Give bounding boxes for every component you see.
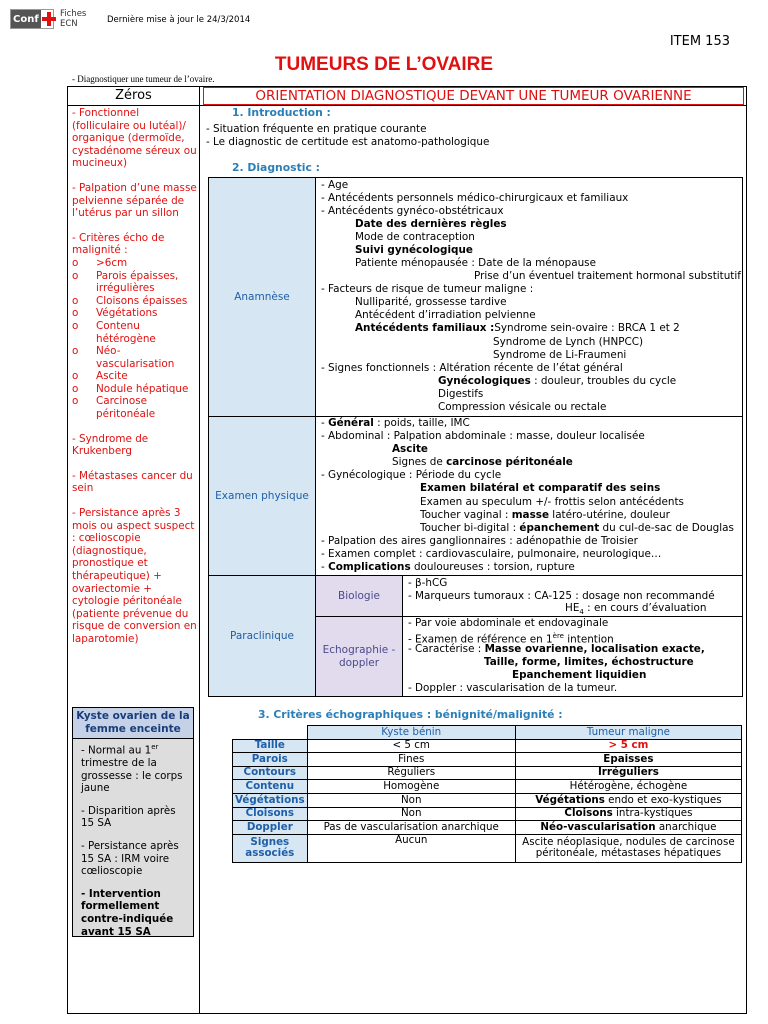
- criteria-row: [233, 780, 742, 794]
- text: Toucher vaginal :: [420, 509, 512, 521]
- zeros-heading: Zéros: [115, 88, 152, 103]
- section-criteres: 3. Critères échographiques : bénignité/malignité :: [258, 708, 563, 721]
- zeros-bullet: o >6cm: [72, 256, 128, 269]
- criteria-row: [233, 807, 742, 821]
- examen-line: [392, 456, 573, 469]
- criteria-label: Taille: [233, 739, 308, 753]
- criteria-label: Contenu: [233, 780, 308, 794]
- echo-line: Epanchement liquidien: [512, 669, 647, 681]
- anamnese-line: Date des dernières règles: [355, 218, 507, 230]
- benin-value: Aucun: [307, 834, 515, 862]
- examen-line: - Examen complet : cardiovasculaire, pulmonaire, neurologique…: [321, 548, 662, 560]
- criteria-row: [233, 766, 742, 780]
- anamnese-line: [355, 322, 680, 335]
- pregnancy-cyst-item: - Disparition après 15 SA: [81, 804, 176, 830]
- bullet-text: Végétations: [96, 307, 158, 320]
- benin-value: Non: [307, 807, 515, 821]
- anamnese-line: - Facteurs de risque de tumeur maligne :: [321, 283, 534, 295]
- orientation-heading: ORIENTATION DIAGNOSTIQUE DEVANT UNE TUMEUR OVARIENNE: [203, 87, 744, 105]
- biologie-line: - Marqueurs tumoraux : CA-125 : dosage non recommandé: [408, 590, 715, 602]
- logo-subtitle: [60, 9, 86, 29]
- zeros-list: [72, 107, 198, 646]
- zeros-item: - Palpation d’une masse pelvienne séparée de l’utérus par un sillon: [72, 181, 197, 220]
- examen-line: [420, 509, 670, 522]
- column-divider: [199, 86, 200, 1014]
- subscript: 4: [579, 608, 584, 617]
- last-update: Dernière mise à jour le 24/3/2014: [107, 15, 251, 25]
- text: -: [321, 417, 329, 429]
- anamnese-line: Nulliparité, grossesse tardive: [355, 296, 507, 308]
- pregnancy-cyst-item: [73, 739, 193, 803]
- criteria-corner: [233, 726, 308, 740]
- text: Toucher bi-digital :: [420, 522, 520, 534]
- bold-text: Néo-vascularisation: [540, 820, 656, 833]
- text: latéro-utérine, douleur: [549, 509, 670, 521]
- text: - Normal au 1: [81, 744, 152, 757]
- text: trimestre de la grossesse : le corps jaune: [81, 757, 183, 795]
- criteria-label: Végétations: [233, 793, 308, 807]
- bold-text: Masse ovarienne, localisation exacte,: [484, 643, 705, 655]
- examen-line: [420, 522, 734, 535]
- zeros-item: - Critères écho de malignité :: [72, 231, 165, 257]
- examen-line: - Gynécologique : Période du cycle: [321, 469, 502, 481]
- bullet-text: Contenu hétérogène: [96, 319, 156, 345]
- zeros-item: - Métastases cancer du sein: [72, 469, 193, 495]
- echo-line: [408, 643, 705, 656]
- examen-line: Examen bilatéral et comparatif des seins: [420, 482, 661, 494]
- bold-text: Général: [328, 417, 374, 429]
- text: anarchique: [655, 820, 717, 833]
- pregnancy-cyst-item: - Persistance après 15 SA : IRM voire cœlioscopie: [81, 839, 179, 878]
- pregnancy-cyst-item: - Intervention formellement contre-indiquée avant 15 SA: [81, 887, 174, 938]
- examen-line: [321, 417, 470, 430]
- anamnese-line: Prise d’un éventuel traitement hormonal substitutif: [474, 270, 741, 282]
- examen-line: - Abdominal : Palpation abdominale : masse, douleur localisée: [321, 430, 645, 442]
- text: intra-kystiques: [612, 807, 693, 820]
- benin-value: Réguliers: [307, 766, 515, 780]
- anamnese-line: Antécédent d’irradiation pelvienne: [355, 309, 536, 321]
- zeros-item: - Syndrome de Krukenberg: [72, 432, 149, 458]
- criteria-row: [233, 793, 742, 807]
- text: Signes de: [392, 456, 447, 468]
- page-title: TUMEURS DE L’OVAIRE: [274, 54, 494, 75]
- pregnancy-cyst-box: [72, 707, 194, 937]
- text: : douleur, troubles du cycle: [530, 375, 677, 387]
- zeros-bullet: o Nodule hépatique: [72, 382, 189, 395]
- bold-text: Complications: [328, 561, 411, 573]
- header-kyste-benin: Kyste bénin: [307, 726, 515, 740]
- bullet-text: Carcinose péritonéale: [96, 395, 156, 421]
- criteria-row: [233, 821, 742, 835]
- zeros-item: - Fonctionnel (folliculaire ou lutéal)/ organique (dermoïde, cystadénome séreux ou mucineux): [72, 107, 197, 170]
- text: du cul-de-sac de Douglas: [599, 522, 734, 534]
- bold-text: masse: [511, 509, 549, 521]
- header-tumeur-maligne: Tumeur maligne: [515, 726, 741, 740]
- malin-value: Hétérogène, échogène: [515, 780, 741, 794]
- text: Syndrome sein-ovaire : BRCA 1 et 2: [494, 322, 680, 334]
- zeros-item: - Persistance après 3 mois ou aspect suspect : cœlioscopie (diagnostique, pronostique et thérapeutique) + ovariectomie + cytologie péritonéale (patiente prévenue du risque de conversion en laparotomie): [72, 507, 197, 645]
- label-examen-physique: Examen physique: [208, 416, 316, 576]
- bullet-text: Nodule hépatique: [96, 382, 189, 395]
- benin-value: Fines: [307, 753, 515, 767]
- criteria-row: [233, 739, 742, 753]
- malin-value: [515, 821, 741, 835]
- logo-text: Conf: [11, 10, 41, 28]
- logo-sub-line: Fiches: [60, 9, 87, 19]
- benin-value: Non: [307, 793, 515, 807]
- anamnese-line: - Age: [321, 179, 349, 191]
- malin-value: Ascite néoplasique, nodules de carcinose péritonéale, métastases hépatiques: [515, 834, 741, 862]
- bullet-text: Néo-vascularisation: [96, 345, 175, 370]
- text: - Caractérise :: [408, 643, 485, 655]
- bullet-text: Cloisons épaisses: [96, 294, 188, 307]
- bold-text: carcinose péritonéale: [446, 456, 573, 468]
- bold-text: Antécédents familiaux :: [355, 322, 495, 334]
- criteria-label: Doppler: [233, 821, 308, 835]
- text: endo et exo-kystiques: [604, 793, 722, 806]
- examen-line: - Palpation des aires ganglionnaires : adénopathie de Troisier: [321, 535, 638, 547]
- criteria-header-row: [233, 726, 742, 740]
- malin-value: Epaisses: [515, 753, 741, 767]
- anamnese-line: - Antécédents personnels médico-chirurgicaux et familiaux: [321, 192, 629, 204]
- benin-value: Homogène: [307, 780, 515, 794]
- zeros-bullet: o Contenu hétérogène: [72, 320, 198, 345]
- item-number: ITEM 153: [669, 34, 730, 49]
- bold-text: Cloisons: [564, 807, 613, 820]
- bold-text: Végétations: [535, 793, 605, 806]
- label-echographie: Echographie -doppler: [315, 616, 403, 697]
- objective: - Diagnostiquer une tumeur de l’ovaire.: [72, 74, 215, 84]
- label-paraclinique: Paraclinique: [208, 575, 316, 697]
- text: - Examen de référence en 1: [408, 633, 553, 646]
- intro-line: - Le diagnostic de certitude est anatomo-pathologique: [206, 136, 490, 148]
- section-diagnostic: 2. Diagnostic :: [232, 161, 320, 174]
- zeros-bullet: o Cloisons épaisses: [72, 294, 188, 307]
- anamnese-line: Syndrome de Lynch (HNPCC): [493, 336, 644, 348]
- anamnese-line: - Antécédents gynéco-obstétricaux: [321, 205, 504, 217]
- zeros-bullet: o Carcinose péritonéale: [72, 395, 198, 420]
- zeros-bullet: o Végétations: [72, 307, 158, 320]
- zeros-bullet: o Néo-vascularisation: [72, 345, 198, 370]
- anamnese-line: [438, 375, 676, 388]
- echo-line: - Par voie abdominale et endovaginale: [408, 617, 609, 629]
- red-cross-icon: [42, 12, 53, 26]
- superscript: ère: [552, 632, 564, 640]
- anamnese-line: Mode de contraception: [355, 231, 475, 243]
- benin-value: < 5 cm: [307, 739, 515, 753]
- bullet-text: Ascite: [96, 370, 128, 383]
- label-biologie: Biologie: [315, 575, 403, 617]
- text: : en cours d’évaluation: [583, 602, 707, 614]
- zeros-bullet: o Ascite: [72, 370, 128, 383]
- text: douloureuses : torsion, rupture: [410, 561, 575, 573]
- intro-line: - Situation fréquente en pratique courante: [206, 123, 427, 135]
- examen-line: Ascite: [392, 443, 428, 455]
- anamnese-line: - Signes fonctionnels : Altération récente de l’état général: [321, 362, 623, 374]
- anamnese-line: Suivi gynécologique: [355, 244, 473, 256]
- anamnese-line: Compression vésicale ou rectale: [438, 401, 607, 413]
- echo-line: - Doppler : vascularisation de la tumeur.: [408, 682, 618, 694]
- echo-line: Taille, forme, limites, échostructure: [484, 656, 694, 668]
- examen-line: Examen au speculum +/- frottis selon antécédents: [420, 496, 684, 508]
- bold-text: épanchement: [519, 522, 600, 534]
- criteria-row: [233, 753, 742, 767]
- criteria-label: Signes associés: [233, 834, 308, 862]
- malin-value: [515, 793, 741, 807]
- logo: [10, 9, 54, 29]
- superscript: er: [151, 743, 159, 751]
- criteria-label: Parois: [233, 753, 308, 767]
- text: : poids, taille, IMC: [373, 417, 470, 429]
- logo-sub-line: ECN: [60, 19, 78, 29]
- label-anamnese: Anamnèse: [208, 177, 316, 417]
- header-divider: [67, 105, 747, 106]
- benin-value: Pas de vascularisation anarchique: [307, 821, 515, 835]
- bold-text: Gynécologiques: [438, 375, 531, 387]
- anamnese-line: Syndrome de Li-Fraumeni: [493, 349, 627, 361]
- malin-value: Irréguliers: [515, 766, 741, 780]
- biologie-line: - β-hCG: [408, 577, 448, 589]
- anamnese-line: Digestifs: [438, 388, 484, 400]
- malin-value: > 5 cm: [515, 739, 741, 753]
- criteria-label: Cloisons: [233, 807, 308, 821]
- criteria-label: Contours: [233, 766, 308, 780]
- pregnancy-cyst-title: Kyste ovarien de la femme enceinte: [73, 708, 193, 739]
- bullet-text: >6cm: [96, 256, 128, 269]
- section-introduction: 1. Introduction :: [232, 106, 331, 119]
- text: HE: [565, 602, 580, 614]
- examen-line: - Complications douloureuses : torsion, rupture: [321, 561, 575, 573]
- criteria-table: [232, 725, 742, 863]
- criteria-row: [233, 834, 742, 862]
- malin-value: [515, 807, 741, 821]
- zeros-bullet: o Parois épaisses, irrégulières: [72, 270, 198, 295]
- text: intention: [563, 633, 614, 646]
- bullet-text: Parois épaisses, irrégulières: [96, 269, 179, 295]
- anamnese-line: Patiente ménopausée : Date de la ménopause: [355, 257, 596, 269]
